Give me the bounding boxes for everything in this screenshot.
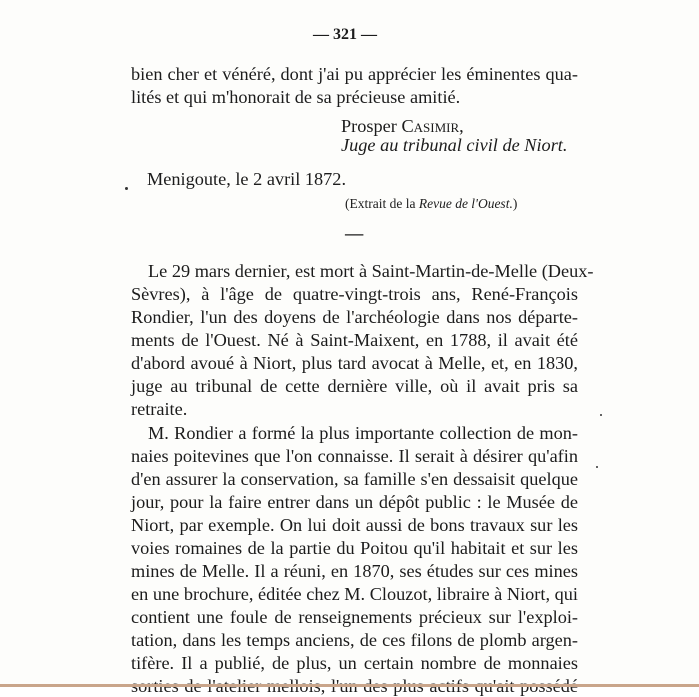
- signature-comma: ,: [459, 116, 464, 136]
- paragraph1-line-1: Le 29 mars dernier, est mort à Saint-Martin-de-Melle (Deux-: [148, 261, 594, 281]
- paragraph2-line-2: naies poitevines que l'on connaisse. Il serait à désirer qu'afin: [131, 446, 578, 466]
- signature-first-name: Prosper: [341, 116, 402, 136]
- paragraph2-line-5: Niort, par exemple. On lui doit aussi de bons travaux sur les: [131, 515, 578, 535]
- paragraph2-line-11: tifère. Il a publié, de plus, un certain nombre de monnaies: [131, 653, 578, 673]
- paragraph2-line-12: [131, 675, 578, 684]
- paragraph1-line-7: retraite.: [131, 399, 188, 419]
- signature-last-name: Casimir: [401, 116, 460, 136]
- source-journal: Revue de l'Ouest.: [418, 196, 513, 211]
- scan-speck: [125, 187, 128, 190]
- page-edge: [0, 684, 699, 687]
- source-note: [345, 193, 517, 215]
- paragraph1-line-3: Rondier, l'un des doyens de l'archéologie dans nos départe-: [131, 307, 578, 327]
- paragraph2-line-1: M. Rondier a formé la plus importante collection de mon-: [148, 423, 578, 443]
- paragraph1-line-6: juge au tribunal de cette dernière ville, où il avait pris sa: [131, 376, 578, 396]
- source-close: ): [512, 196, 518, 211]
- paragraph1-line-2: Sèvres), à l'âge de quatre-vingt-trois ans, René-François: [131, 284, 578, 304]
- paragraph1-line-5: d'abord avoué à Niort, plus tard avocat à Melle, et, en 1830,: [131, 353, 578, 373]
- paragraph2-line-4: jour, pour la faire entrer dans un dépôt public : le Musée de: [131, 492, 578, 512]
- continuation-line-2: lités et qui m'honorait de sa précieuse amitié.: [131, 87, 461, 107]
- section-separator: —: [345, 223, 364, 243]
- paragraph2-line-9: contient une foule de renseignements précieux sur l'exploi-: [131, 607, 578, 627]
- paragraph2-line-10: tation, dans les temps anciens, de ces filons de plomb argen-: [131, 630, 578, 650]
- scan-speck: [600, 414, 602, 416]
- paragraph2-line-6: voies romaines de la partie du Poitou qu'il habitait et sur les: [131, 538, 578, 558]
- source-open: (Extrait de la: [345, 196, 419, 211]
- continuation-line-1: bien cher et vénéré, dont j'ai pu apprécier les éminentes qua-: [131, 64, 578, 84]
- paragraph2-line-7: mines de Melle. Il a réuni, en 1870, ses études sur ces mines: [131, 561, 578, 581]
- paragraph2-line-8: en une brochure, éditée chez M. Clouzot, libraire à Niort, qui: [131, 584, 578, 604]
- signature-title: Juge au tribunal civil de Niort.: [341, 135, 568, 155]
- paragraph1-line-4: ments de l'Ouest. Né à Saint-Maixent, en 1788, il avait été: [131, 330, 578, 350]
- scan-speck: [596, 466, 598, 468]
- page-number: — 321 —: [313, 26, 377, 43]
- paragraph2-line-3: d'en assurer la conservation, sa famille s'en dessaisit quelque: [131, 469, 578, 489]
- dateline: Menigoute, le 2 avril 1872.: [147, 169, 347, 189]
